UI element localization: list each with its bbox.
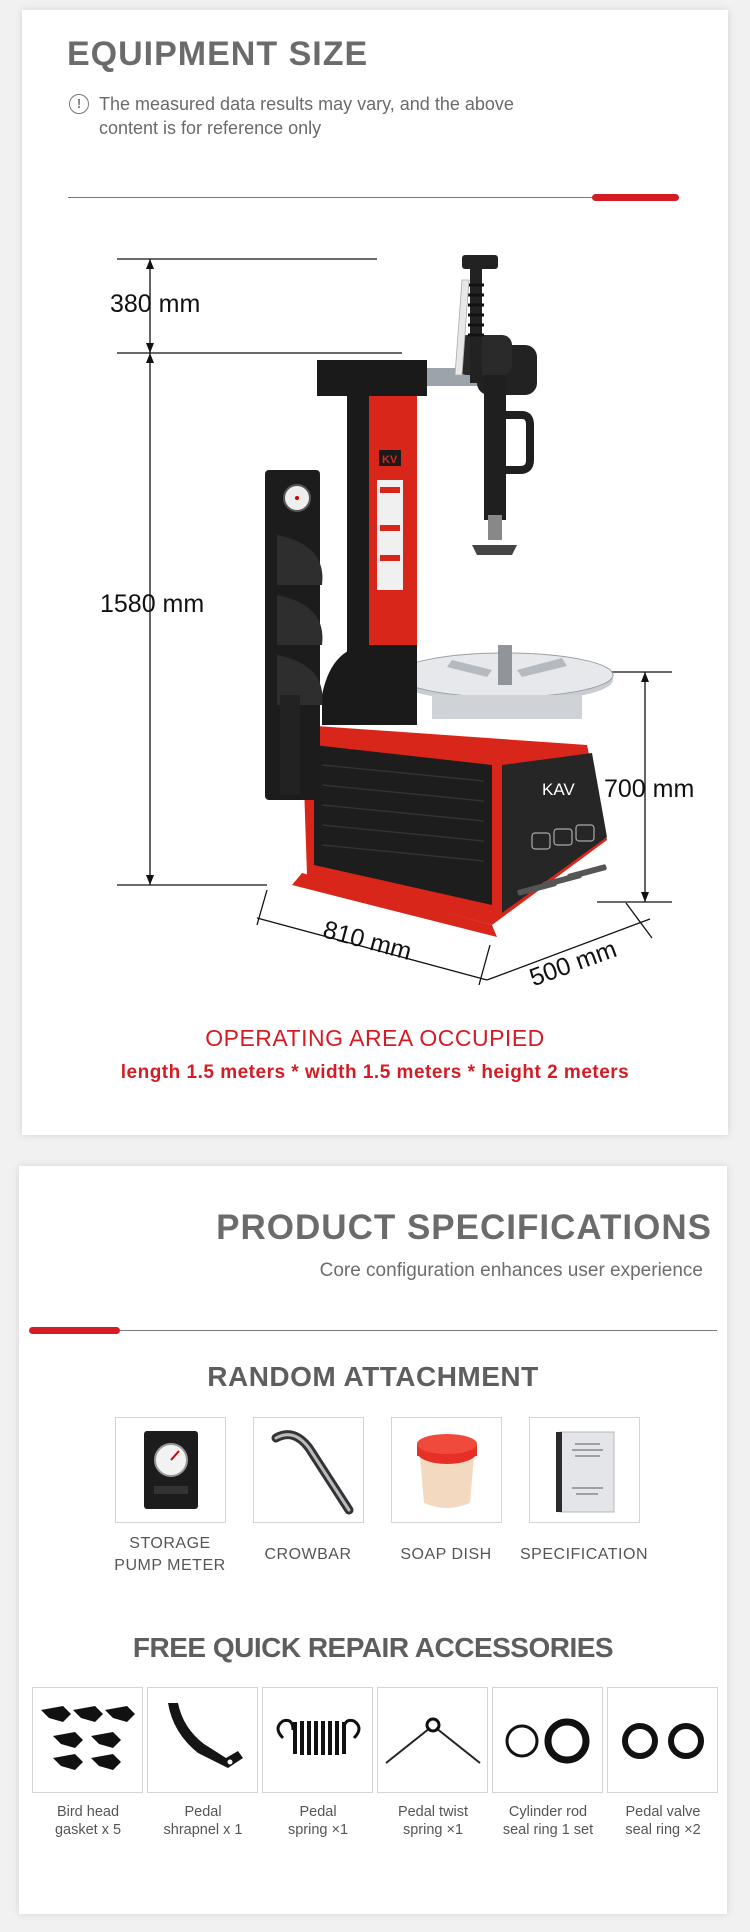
- accessory-pedal-valve-seal-ring: [607, 1687, 718, 1793]
- product-specifications-subtitle: Core configuration enhances user experience: [319, 1260, 703, 1281]
- attachment-label: CROWBAR: [264, 1546, 352, 1563]
- twist-spring-icon: [378, 1688, 489, 1794]
- free-accessories-title: FREE QUICK REPAIR ACCESSORIES: [132, 1632, 614, 1663]
- attachment-storage-pump-meter: [115, 1417, 226, 1523]
- dimension-500: 500 mm: [525, 934, 621, 993]
- accessory-label: Cylinder rod seal ring 1 set: [502, 1804, 594, 1838]
- accessory-label: Bird head gasket x 5: [54, 1804, 122, 1838]
- attachment-label: SPECIFICATION: [520, 1546, 648, 1563]
- accessory-bird-head-gasket: [32, 1687, 143, 1793]
- accent-bar: [592, 194, 679, 201]
- seal-ring-icon: [493, 1688, 604, 1794]
- attachment-crowbar: [253, 1417, 364, 1523]
- equipment-size-title: EQUIPMENT SIZE: [67, 35, 369, 73]
- operating-area-title: OPERATING AREA OCCUPIED: [205, 1025, 545, 1051]
- accessory-pedal-shrapnel: [147, 1687, 258, 1793]
- equipment-size-card: [22, 10, 728, 1135]
- attachment-label: STORAGE PUMP METER: [114, 1535, 226, 1574]
- accessory-label: Pedal valve seal ring ×2: [625, 1804, 701, 1838]
- dimension-1580: 1580 mm: [100, 590, 205, 618]
- valve-seal-ring-icon: [608, 1688, 719, 1794]
- accent-bar: [29, 1327, 120, 1334]
- attachment-specification: [529, 1417, 640, 1523]
- accessory-pedal-twist-spring: [377, 1687, 488, 1793]
- attachment-soap-dish: [391, 1417, 502, 1523]
- pressure-gauge-icon: [116, 1418, 227, 1524]
- accessory-label: Pedal shrapnel x 1: [163, 1804, 243, 1838]
- attachment-label: SOAP DISH: [400, 1546, 492, 1563]
- tire-changer-machine: [265, 255, 613, 937]
- pedal-shrapnel-icon: [148, 1688, 259, 1794]
- accessory-label: Pedal spring ×1: [287, 1804, 349, 1838]
- accessory-cylinder-rod-seal-ring: [492, 1687, 603, 1793]
- kav-brand-logo: KAV: [542, 780, 575, 799]
- operating-area-detail: length 1.5 meters * width 1.5 meters * height 2 meters: [120, 1062, 630, 1083]
- accessory-label: Pedal twist spring ×1: [397, 1804, 469, 1838]
- random-attachment-title: RANDOM ATTACHMENT: [207, 1361, 539, 1392]
- dimension-380: 380 mm: [110, 290, 201, 318]
- info-circle-icon: !: [69, 94, 89, 114]
- product-specifications-card: [19, 1166, 727, 1914]
- divider-line: [29, 1330, 717, 1331]
- accessory-pedal-spring: [262, 1687, 373, 1793]
- bird-head-gasket-icon: [33, 1688, 144, 1794]
- divider-line: [68, 197, 598, 198]
- manual-booklet-icon: [530, 1418, 641, 1524]
- crowbar-icon: [254, 1418, 365, 1524]
- svg-text:KV: KV: [382, 454, 398, 466]
- dimension-700: 700 mm: [604, 775, 695, 803]
- reference-note: The measured data results may vary, and the above content is for reference only: [99, 94, 514, 138]
- soap-dish-icon: [392, 1418, 503, 1524]
- product-specifications-title: PRODUCT SPECIFICATIONS: [216, 1208, 712, 1247]
- dimension-810: 810 mm: [320, 915, 415, 966]
- spring-icon: [263, 1688, 374, 1794]
- tire-changer-dimension-diagram: [22, 225, 728, 995]
